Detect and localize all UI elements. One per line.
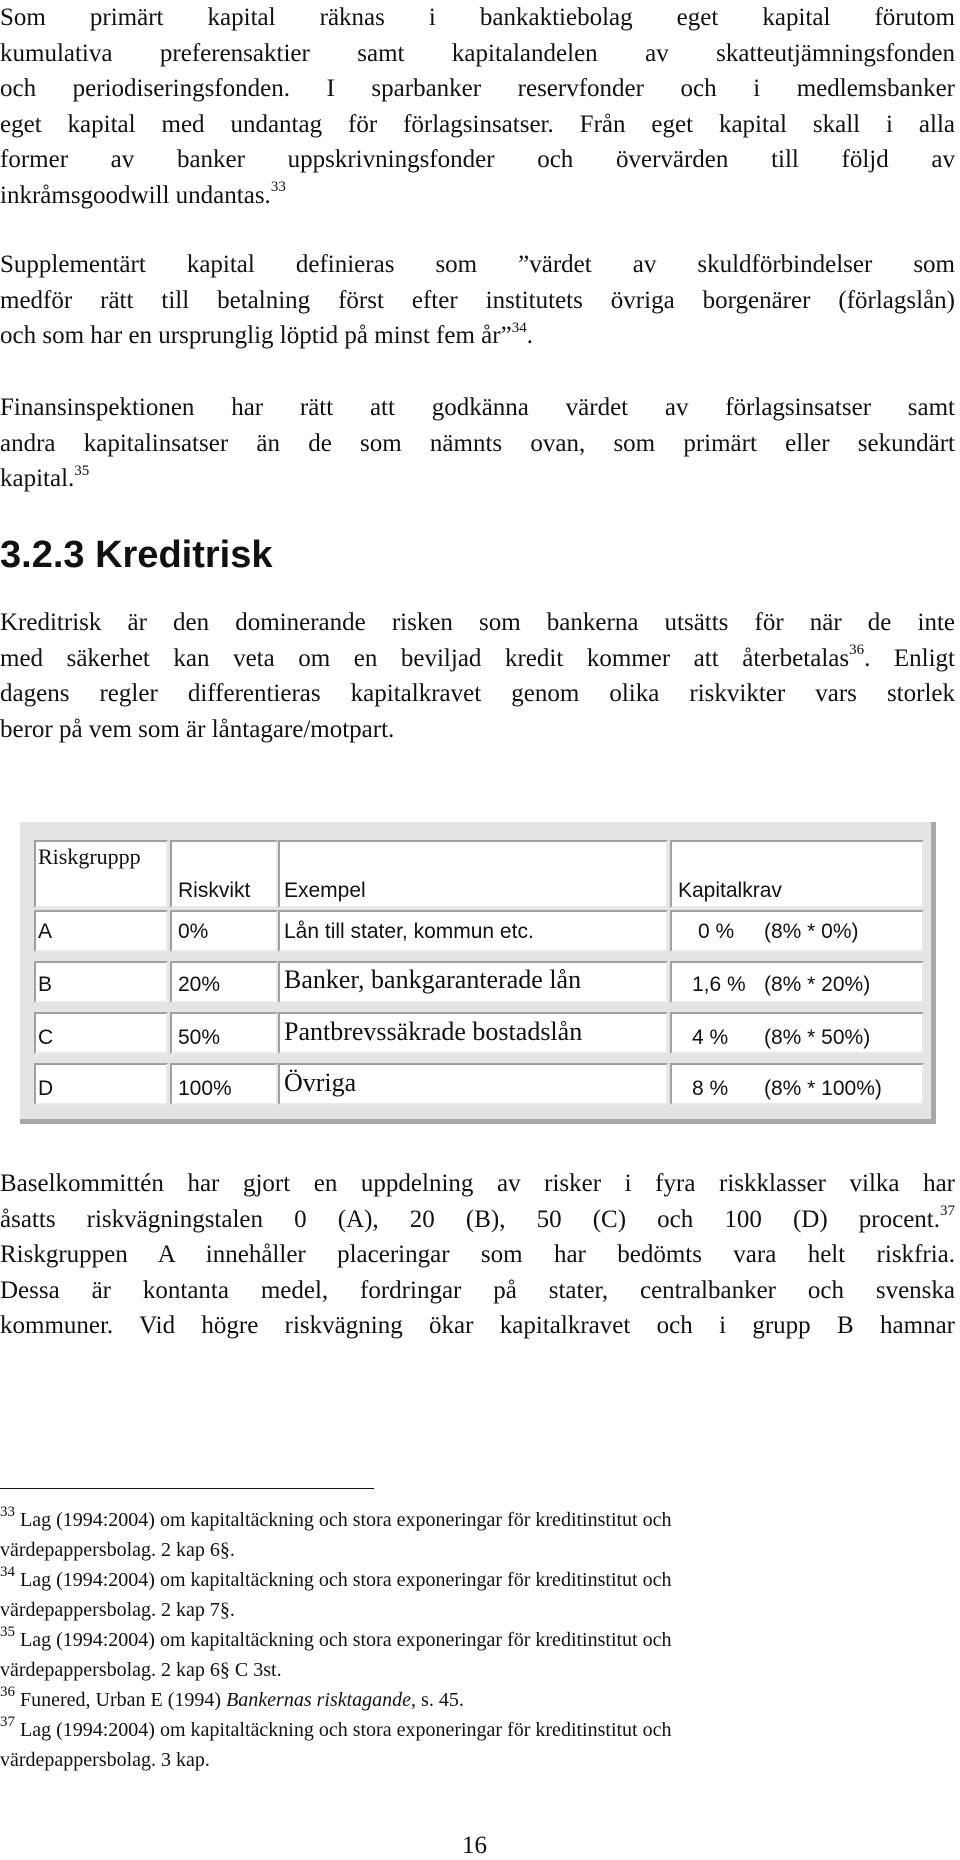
footnote-33 <box>0 1505 960 1565</box>
footnote-text: Lag (1994:2004) om kapitaltäckning och stora exponeringar för kreditinstitut och <box>20 1719 672 1741</box>
header-group-label: Riskgruppp <box>38 844 141 869</box>
text-line: beror på vem som är låntagare/motpart. <box>0 715 395 743</box>
row-b-group-cell <box>34 961 168 1003</box>
header-cell-weight <box>170 840 278 908</box>
footnote-text: Lag (1994:2004) om kapitaltäckning och stora exponeringar för kreditinstitut och <box>20 1509 672 1531</box>
text-line <box>0 318 955 354</box>
header-cell-example <box>278 840 668 908</box>
footnote-34 <box>0 1565 960 1625</box>
row-d-weight: 100% <box>178 1077 232 1100</box>
row-a-example-cell <box>278 910 668 952</box>
row-b-capital-formula: (8% * 20%) <box>764 973 871 996</box>
footnote-35 <box>0 1625 960 1685</box>
section-heading: 3.2.3 Kreditrisk <box>0 534 273 576</box>
row-b-group: B <box>38 973 53 996</box>
row-c-example: Pantbrevssäkrade bostadslån <box>284 1017 583 1046</box>
row-b-capital-cell <box>670 961 924 1003</box>
text-line: Baselkommittén har gjort en uppdelning av risker i fyra riskklasser vilka har <box>0 1170 955 1197</box>
row-a-weight-cell <box>170 910 278 952</box>
text-line <box>0 461 955 497</box>
text-line: kommuner. Vid högre riskvägning ökar kapitalkravet och i grupp B hamnar <box>0 1312 955 1339</box>
row-d-capital-cell <box>670 1063 924 1105</box>
row-b-capital-pct: 1,6 % <box>692 973 746 996</box>
text-line: kumulativa preferensaktier samt kapitalandelen av skatteutjämningsfonden <box>0 39 955 67</box>
footnote-line <box>0 1565 960 1595</box>
row-b-example-cell <box>278 961 668 1003</box>
footnote-ref-35: 35 <box>74 462 90 479</box>
row-d-group-cell <box>34 1063 168 1105</box>
row-b-weight-cell <box>170 961 278 1003</box>
paragraph-primary-capital <box>0 0 955 213</box>
text-line: dagens regler differentieras kapitalkravet genom olika riskvikter vars storlek <box>0 680 955 707</box>
footnote-line: värdepappersbolag. 2 kap 6§ C 3st. <box>0 1659 282 1681</box>
footnote-line <box>0 1685 960 1715</box>
text-segment: och som har en ursprunglig löptid på minst fem år” <box>0 322 512 349</box>
row-a-capital-pct: 0 % <box>698 920 735 943</box>
text-line <box>0 178 955 214</box>
row-d-capital-pct: 8 % <box>692 1077 729 1100</box>
page-number: 16 <box>462 1832 487 1859</box>
footnote-line <box>0 1505 960 1535</box>
footnote-number: 36 <box>0 1684 15 1701</box>
paragraph-finansinspektionen <box>0 390 955 497</box>
row-b-weight: 20% <box>178 973 221 996</box>
row-d-example-cell <box>278 1063 668 1105</box>
text-line: Supplementärt kapital definieras som ”värdet av skuldförbindelser som <box>0 251 955 278</box>
footnote-line: värdepappersbolag. 3 kap. <box>0 1749 210 1771</box>
row-d-example: Övriga <box>284 1068 357 1097</box>
text-segment: inkråmsgoodwill undantas. <box>0 181 271 209</box>
header-example-label: Exempel <box>284 879 366 902</box>
footnote-ref-37: 37 <box>940 1203 955 1220</box>
footnote-text: Lag (1994:2004) om kapitaltäckning och stora exponeringar för kreditinstitut och <box>20 1629 672 1651</box>
row-d-capital-formula: (8% * 100%) <box>764 1077 882 1100</box>
row-c-group: C <box>38 1026 54 1049</box>
row-c-capital-formula: (8% * 50%) <box>764 1026 871 1049</box>
footnote-line <box>0 1625 960 1655</box>
footnote-separator <box>0 1488 374 1489</box>
text-segment: kapital. <box>0 465 75 492</box>
text-line: och periodiseringsfonden. I sparbanker reservfonder och i medlemsbanker <box>0 75 955 102</box>
header-cell-capital <box>670 840 924 908</box>
footnote-line: värdepappersbolag. 2 kap 7§. <box>0 1599 235 1621</box>
footnote-36 <box>0 1685 960 1715</box>
row-a-group-cell <box>34 910 168 952</box>
text-line <box>0 1202 955 1238</box>
footnote-ref-36: 36 <box>849 642 865 659</box>
row-a-capital-cell <box>670 910 924 952</box>
paragraph-baselkommitten <box>0 1166 955 1344</box>
text-line <box>0 641 955 677</box>
text-line: medför rätt till betalning först efter institutets övriga borgenärer (förlagslån) <box>0 286 955 314</box>
paragraph-supplementary-capital <box>0 247 955 354</box>
footnote-book-title: Bankernas risktagande <box>226 1689 412 1711</box>
row-b-example: Banker, bankgaranterade lån <box>284 965 582 994</box>
footnote-number: 35 <box>0 1624 15 1641</box>
row-c-weight: 50% <box>178 1026 221 1049</box>
footnote-number: 34 <box>0 1564 15 1581</box>
text-line: former av banker uppskrivningsfonder och övervärden till följd av <box>0 146 955 173</box>
row-a-weight: 0% <box>178 920 209 943</box>
footnote-line <box>0 1715 960 1745</box>
footnote-text: Funered, Urban E (1994) <box>20 1689 227 1711</box>
text-line: Dessa är kontanta medel, fordringar på stater, centralbanker och svenska <box>0 1276 955 1304</box>
header-cell-group <box>34 840 168 908</box>
row-c-capital-cell <box>670 1012 924 1054</box>
row-c-example-cell <box>278 1012 668 1054</box>
text-line: Riskgruppen A innehåller placeringar som har bedömts vara helt riskfria. <box>0 1241 955 1268</box>
text-line: Som primärt kapital räknas i bankaktiebolag eget kapital förutom <box>0 4 955 31</box>
footnote-number: 33 <box>0 1504 15 1521</box>
row-c-weight-cell <box>170 1012 278 1054</box>
risk-weight-table <box>20 822 936 1124</box>
row-c-capital-pct: 4 % <box>692 1026 729 1049</box>
footnote-number: 37 <box>0 1714 15 1731</box>
paragraph-kreditrisk <box>0 605 955 747</box>
footnote-text: , s. 45. <box>411 1689 464 1711</box>
text-segment: med säkerhet kan veta om en beviljad kredit kommer att återbetalas <box>0 644 850 672</box>
footnote-text: Lag (1994:2004) om kapitaltäckning och stora exponeringar för kreditinstitut och <box>20 1569 672 1591</box>
text-segment: . Enligt <box>864 644 955 672</box>
header-weight-label: Riskvikt <box>178 879 251 902</box>
footnote-line: värdepappersbolag. 2 kap 6§. <box>0 1539 235 1561</box>
text-line: andra kapitalinsatser än de som nämnts ovan, som primärt eller sekundärt <box>0 429 955 457</box>
text-line: Finansinspektionen har rätt att godkänna värdet av förlagsinsatser samt <box>0 394 955 421</box>
text-line: eget kapital med undantag för förlagsinsatser. Från eget kapital skall i alla <box>0 110 955 138</box>
text-segment: åsatts riskvägningstalen 0 (A), 20 (B), 50 (C) och 100 (D) procent. <box>0 1205 940 1233</box>
header-capital-label: Kapitalkrav <box>678 879 782 902</box>
footnote-ref-34: 34 <box>511 319 527 336</box>
row-a-group: A <box>38 920 53 943</box>
footnote-37 <box>0 1715 960 1775</box>
row-a-example: Lån till stater, kommun etc. <box>284 920 534 943</box>
text-line: Kreditrisk är den dominerande risken som bankerna utsätts för när de inte <box>0 609 955 636</box>
row-c-group-cell <box>34 1012 168 1054</box>
row-a-capital-formula: (8% * 0%) <box>764 920 859 943</box>
text-segment: . <box>526 322 533 349</box>
row-d-group: D <box>38 1077 54 1100</box>
row-d-weight-cell <box>170 1063 278 1105</box>
footnote-ref-33: 33 <box>270 179 286 196</box>
